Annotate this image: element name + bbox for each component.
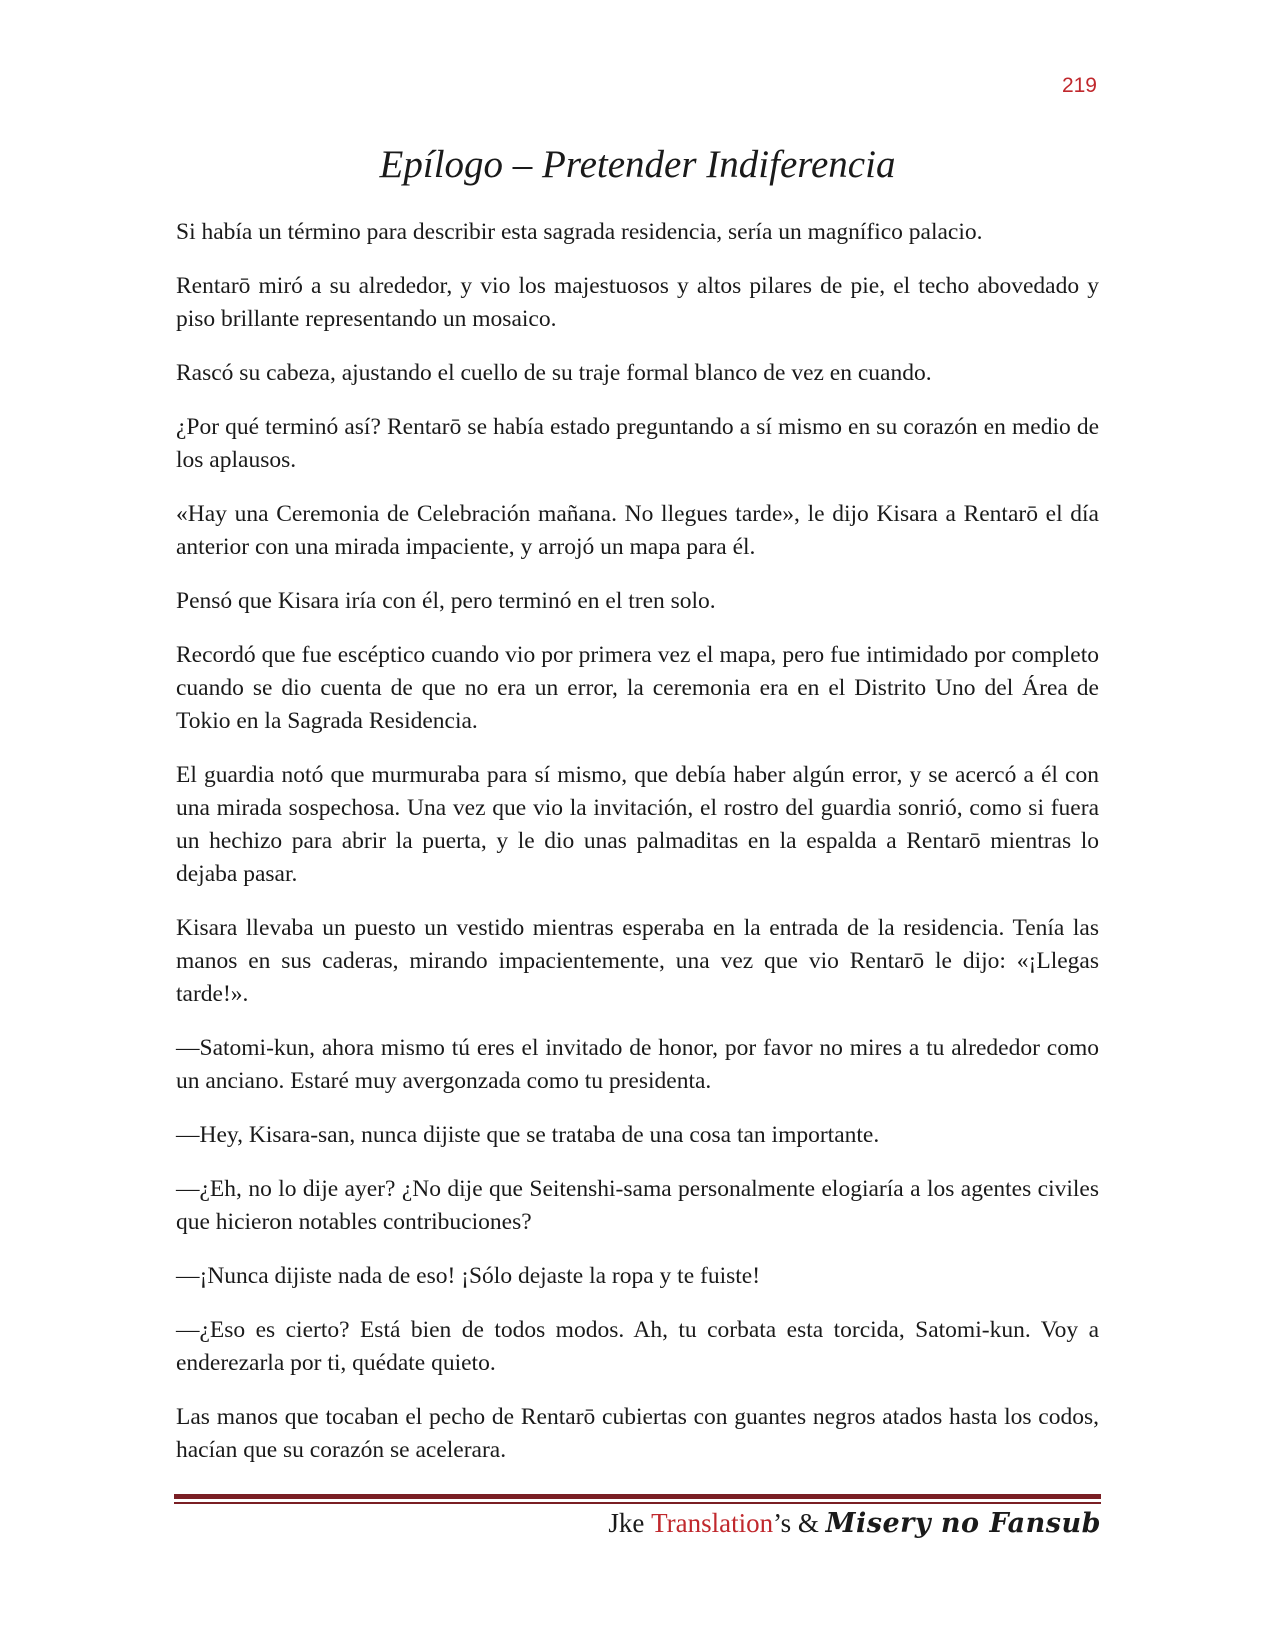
paragraph: Si había un término para describir esta sagrada residencia, sería un magnífico palacio. [176,219,983,245]
paragraph: Recordó que fue escéptico cuando vio por primera vez el mapa, pero fue intimidado por completo cuando se dio cuenta de que no era un error, la ceremonia era en el Distrito Uno del Área de Tokio en la Sagrada Residencia. [176,642,1099,734]
paragraph: El guardia notó que murmuraba para sí mismo, que debía haber algún error, y se acercó a él con una mirada sospechosa. Una vez que vio la invitación, el rostro del guardia sonrió, como si fuera un hechizo para abrir la puerta, y le dio unas palmaditas en la espalda a Rentarō mientras lo dejaba pasar. [176,762,1099,887]
footer-divider-thin [174,1502,1101,1504]
paragraph: «Hay una Ceremonia de Celebración mañana. No llegues tarde», le dijo Kisara a Rentarō el día anterior con una mirada impaciente, y arrojó un mapa para él. [176,501,1099,560]
footer-divider-thick [174,1494,1101,1499]
body-text [176,216,1099,1488]
paragraph: Las manos que tocaban el pecho de Rentarō cubiertas con guantes negros atados hasta los codos, hacían que su corazón se acelerara. [176,1404,1099,1463]
paragraph: —¡Nunca dijiste nada de eso! ¡Sólo dejaste la ropa y te fuiste! [176,1263,761,1289]
paragraph: Rascó su cabeza, ajustando el cuello de su traje formal blanco de vez en cuando. [176,360,932,386]
paragraph: —¿Eh, no lo dije ayer? ¿No dije que Seitenshi-sama personalmente elogiaría a los agentes civiles que hicieron notables contribuciones? [176,1176,1099,1235]
paragraph: Kisara llevaba un puesto un vestido mientras esperaba en la entrada de la residencia. Tenía las manos en sus caderas, mirando impacientemente, una vez que vio Rentarō le dijo: «¡Llegas tarde!». [176,915,1099,1007]
footer-divider [174,1494,1101,1504]
credit-amp: ’s & [773,1508,819,1538]
paragraph: Rentarō miró a su alrededor, y vio los majestuosos y altos pilares de pie, el techo abovedado y piso brillante representando un mosaico. [176,273,1099,332]
chapter-title: Epílogo – Pretender Indiferencia [379,143,896,186]
credit-misery-no-fansub: Misery no Fansub [825,1508,1101,1539]
paragraph: —Hey, Kisara-san, nunca dijiste que se trataba de una cosa tan importante. [176,1122,880,1148]
page-number: 219 [1061,74,1097,97]
credit-jke: Jke [608,1508,645,1538]
paragraph: —Satomi-kun, ahora mismo tú eres el invitado de honor, por favor no mires a tu alrededor como un anciano. Estaré muy avergonzada como tu presidenta. [176,1035,1099,1094]
paragraph: ¿Por qué terminó así? Rentarō se había estado preguntando a sí mismo en su corazón en medio de los aplausos. [176,414,1099,473]
footer-credit [608,1508,1101,1539]
paragraph: Pensó que Kisara iría con él, pero terminó en el tren solo. [176,588,716,614]
credit-translation: Translation [651,1508,774,1538]
paragraph: —¿Eso es cierto? Está bien de todos modos. Ah, tu corbata esta torcida, Satomi-kun. Voy a enderezarla por ti, quédate quieto. [176,1317,1099,1376]
